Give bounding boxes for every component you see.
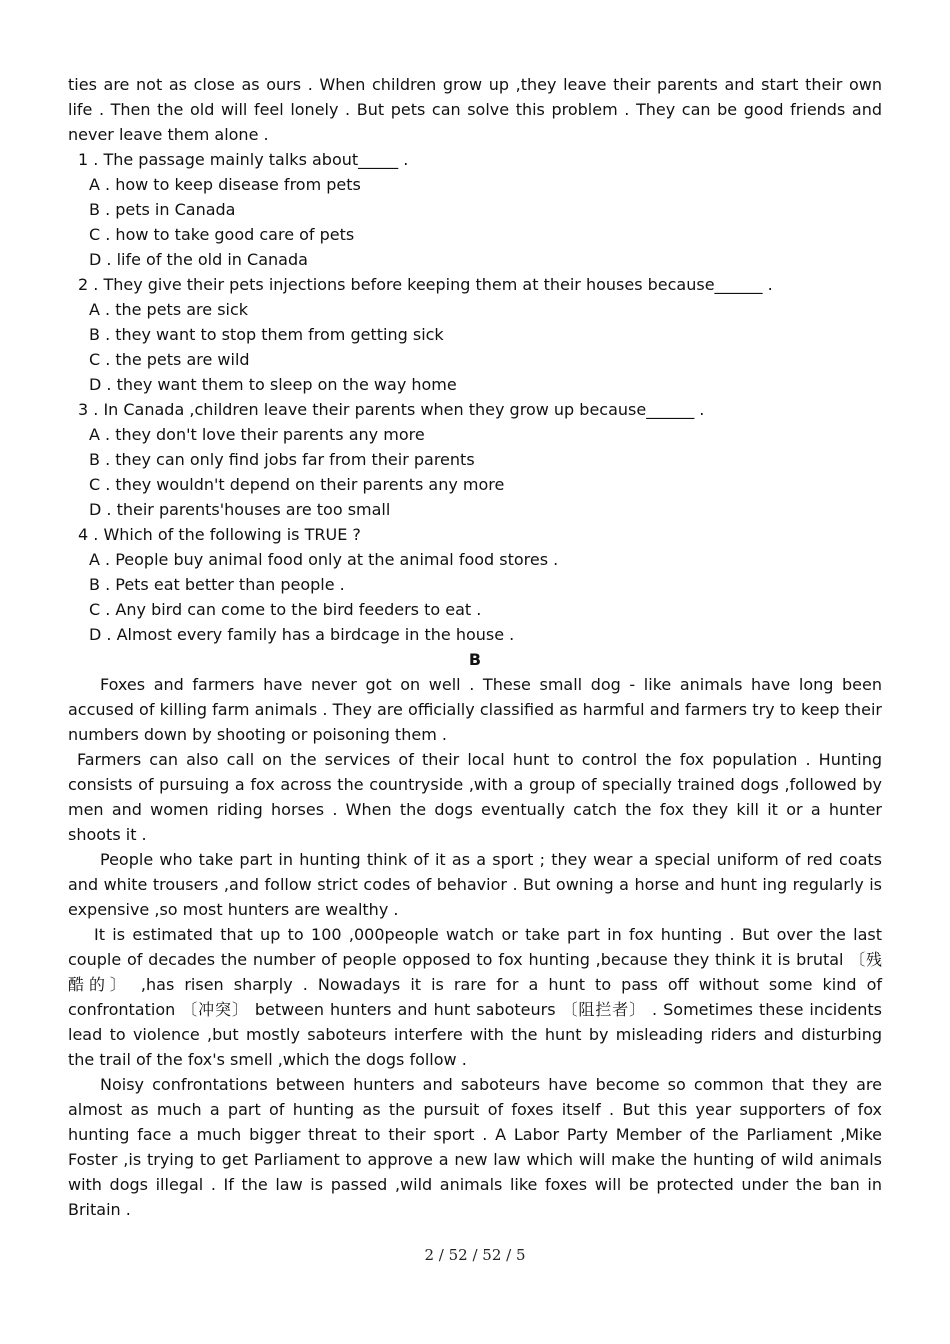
question-stem: 3 . In Canada ,children leave their parents when they grow up because______ .: [78, 400, 705, 419]
question-2: [68, 272, 882, 397]
page-number: 2 / 52 / 52 / 5: [424, 1246, 526, 1264]
answer-option: D . life of the old in Canada: [89, 250, 308, 269]
answer-option: D . they want them to sleep on the way home: [89, 375, 457, 394]
answer-option: B . pets in Canada: [89, 200, 236, 219]
section-heading: B: [468, 650, 482, 669]
question-stem: 4 . Which of the following is TRUE ?: [78, 525, 361, 544]
answer-option: A . the pets are sick: [89, 300, 249, 319]
answer-option: A . People buy animal food only at the animal food stores .: [89, 550, 559, 569]
document-page: [68, 72, 882, 1222]
answer-option: C . how to take good care of pets: [89, 225, 355, 244]
answer-option: B . Pets eat better than people .: [89, 575, 345, 594]
answer-option: B . they want to stop them from getting sick: [89, 325, 444, 344]
answer-option: C . Any bird can come to the bird feeders to eat .: [89, 600, 482, 619]
passage-paragraph: Farmers can also call on the services of their local hunt to control the fox population . Hunting consists of pursuing a fox across the countryside ,with a group of specially trained dogs ,followed by men and women riding horses . When the dogs eventually catch the fox they kill it or a hunter shoots it .: [68, 750, 882, 844]
passage-paragraph: Foxes and farmers have never got on well . These small dog - like animals have long been accused of killing farm animals . They are officially classified as harmful and farmers try to keep their numbers down by shooting or poisoning them .: [68, 675, 882, 744]
answer-option: D . Almost every family has a birdcage in the house .: [89, 625, 515, 644]
question-stem: 2 . They give their pets injections before keeping them at their houses because______ .: [78, 275, 773, 294]
answer-option: A . they don't love their parents any more: [89, 425, 425, 444]
question-4: [68, 522, 882, 647]
answer-option: B . they can only find jobs far from their parents: [89, 450, 475, 469]
passage-paragraph: It is estimated that up to 100 ,000people watch or take part in fox hunting . But over the last couple of decades the number of people opposed to fox hunting ,because they think it is brutal 〔残酷的〕 ,has risen sharply . Nowadays it is rare for a hunt to pass off without some kind of confrontation 〔冲突〕 between hunters and hunt saboteurs 〔阻拦者〕 . Sometimes these incidents lead to violence ,but mostly saboteurs interfere with the hunt by misleading riders and disturbing the trail of the fox's smell ,which the dogs follow .: [68, 925, 882, 1069]
question-3: [68, 397, 882, 522]
answer-option: C . they wouldn't depend on their parents any more: [89, 475, 505, 494]
answer-option: A . how to keep disease from pets: [89, 175, 361, 194]
passage-paragraph: Noisy confrontations between hunters and saboteurs have become so common that they are almost as much a part of hunting as the pursuit of foxes itself . But this year supporters of fox hunting face a much bigger threat to their sport . A Labor Party Member of the Parliament ,Mike Foster ,is trying to get Parliament to approve a new law which will make the hunting of wild animals with dogs illegal . If the law is passed ,wild animals like foxes will be protected under the ban in Britain .: [68, 1075, 882, 1219]
answer-option: C . the pets are wild: [89, 350, 250, 369]
question-1: [68, 147, 882, 272]
passage-paragraph: People who take part in hunting think of it as a sport ; they wear a special uniform of red coats and white trousers ,and follow strict codes of behavior . But owning a horse and hunt ing regularly is expensive ,so most hunters are wealthy .: [68, 850, 882, 919]
passage-a-tail: ties are not as close as ours . When children grow up ,they leave their parents and start their own life . Then the old will feel lonely . But pets can solve this problem . They can be good friends and never leave them alone .: [68, 75, 882, 144]
answer-option: D . their parents'houses are too small: [89, 500, 391, 519]
question-stem: 1 . The passage mainly talks about_____ .: [78, 150, 409, 169]
